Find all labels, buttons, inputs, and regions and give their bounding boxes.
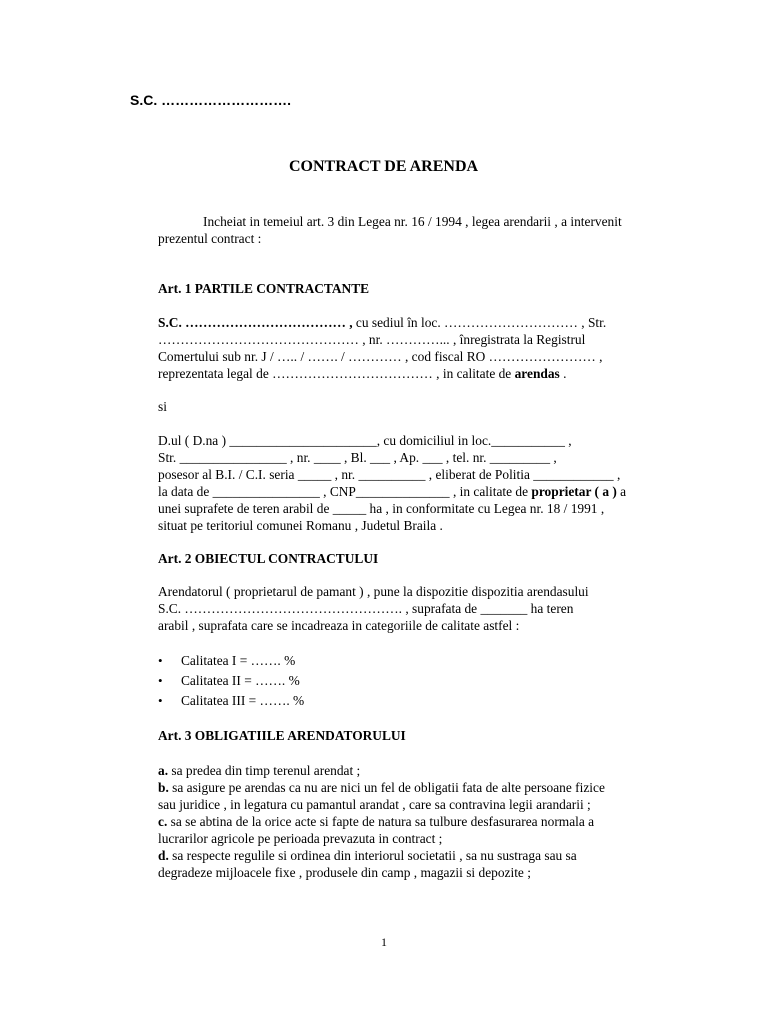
- bullet-icon: •: [158, 693, 163, 708]
- bullet-icon: •: [158, 653, 163, 668]
- person-line-2: Str. ________________ , nr. ____ , Bl. ___ , Ap. ___ , tel. nr. _________ ,: [158, 450, 557, 465]
- art1-repr-suffix: .: [559, 366, 567, 381]
- obligation-c: [158, 813, 594, 830]
- art1-representative-line: [158, 365, 566, 382]
- art1-heading: Art. 1 PARTILE CONTRACTANTE: [158, 281, 370, 296]
- art2-line-3: arabil , suprafata care se incadreaza in categoriile de calitate astfel :: [158, 618, 520, 633]
- art1-company-line: [158, 314, 606, 331]
- land-line-2: situat pe teritoriul comunei Romanu , Judetul Braila .: [158, 518, 443, 533]
- obligation-d: [158, 847, 577, 864]
- person-line-3: posesor al B.I. / C.I. seria _____ , nr. __________ , eliberat de Politia ____________ ,: [158, 467, 621, 482]
- person-date-suffix: a: [616, 484, 627, 499]
- intro-line-1: Incheiat in temeiul art. 3 din Legea nr. 16 / 1994 , legea arendarii , a intervenit: [203, 214, 622, 229]
- person-date-line: [158, 483, 626, 500]
- quality-item-2: Calitatea II = ……. %: [181, 673, 300, 688]
- obligation-b: [158, 779, 605, 796]
- obligation-c-cont: lucrarilor agricole pe perioada prevazuta in contract ;: [158, 831, 443, 846]
- art2-heading: Art. 2 OBIECTUL CONTRACTULUI: [158, 551, 379, 566]
- obligation-text: sa asigure pe arendas ca nu are nici un fel de obligatii fata de alte persoane fizice: [168, 780, 605, 795]
- obligation-text: sa respecte regulile si ordinea din interiorul societatii , sa nu sustraga sau sa: [168, 848, 577, 863]
- obligation-b-cont: sau juridice , in legatura cu pamantul arandat , care sa contravina legii arandarii ;: [158, 797, 591, 812]
- art1-company-address: cu sediul în loc. ………………………… , Str.: [352, 315, 607, 330]
- art1-repr-role: arendas: [514, 366, 560, 381]
- person-date-prefix: la data de ________________ , CNP______________ , in calitate de: [158, 484, 532, 499]
- art1-company-bold: S.C. ……………………………… ,: [158, 315, 353, 330]
- art3-heading: Art. 3 OBLIGATIILE ARENDATORULUI: [158, 728, 406, 743]
- obligation-a: [158, 762, 360, 779]
- obligation-letter: b.: [158, 780, 169, 795]
- quality-item-1: Calitatea I = ……. %: [181, 653, 296, 668]
- person-role: proprietar ( a ): [531, 484, 617, 499]
- obligation-text: sa predea din timp terenul arendat ;: [168, 763, 361, 778]
- art2-line-1: Arendatorul ( proprietarul de pamant ) , pune la dispozitie dispozitia arendasului: [158, 584, 589, 599]
- intro-line-2: prezentul contract :: [158, 231, 262, 246]
- obligation-letter: c.: [158, 814, 168, 829]
- art2-line-2: S.C. …………………………………………. , suprafata de _______ ha teren: [158, 601, 574, 616]
- art1-line-2: ……………………………………… , nr. …………... , înregistrata la Registrul: [158, 332, 586, 347]
- quality-item-3: Calitatea III = ……. %: [181, 693, 305, 708]
- obligation-letter: a.: [158, 763, 169, 778]
- obligation-text: sa se abtina de la orice acte si fapte de natura sa tulbure desfasurarea normala a: [167, 814, 595, 829]
- art1-si: si: [158, 399, 167, 414]
- header-company: S.C. ……………………….: [130, 92, 292, 108]
- art1-line-3: Comertului sub nr. J / ….. / ……. / ………… , cod fiscal RO …………………… ,: [158, 349, 603, 364]
- land-line-1: unei suprafete de teren arabil de _____ ha , in conformitate cu Legea nr. 18 / 1991 ,: [158, 501, 605, 516]
- person-line-1: D.ul ( D.na ) ______________________, cu domiciliul in loc.___________ ,: [158, 433, 572, 448]
- contract-title: CONTRACT DE ARENDA: [289, 158, 479, 175]
- obligation-d-cont: degradeze mijloacele fixe , produsele din camp , magazii si depozite ;: [158, 865, 531, 880]
- art1-repr-prefix: reprezentata legal de ……………………………… , in calitate de: [158, 366, 515, 381]
- obligation-letter: d.: [158, 848, 169, 863]
- page-number: 1: [381, 935, 387, 949]
- bullet-icon: •: [158, 673, 163, 688]
